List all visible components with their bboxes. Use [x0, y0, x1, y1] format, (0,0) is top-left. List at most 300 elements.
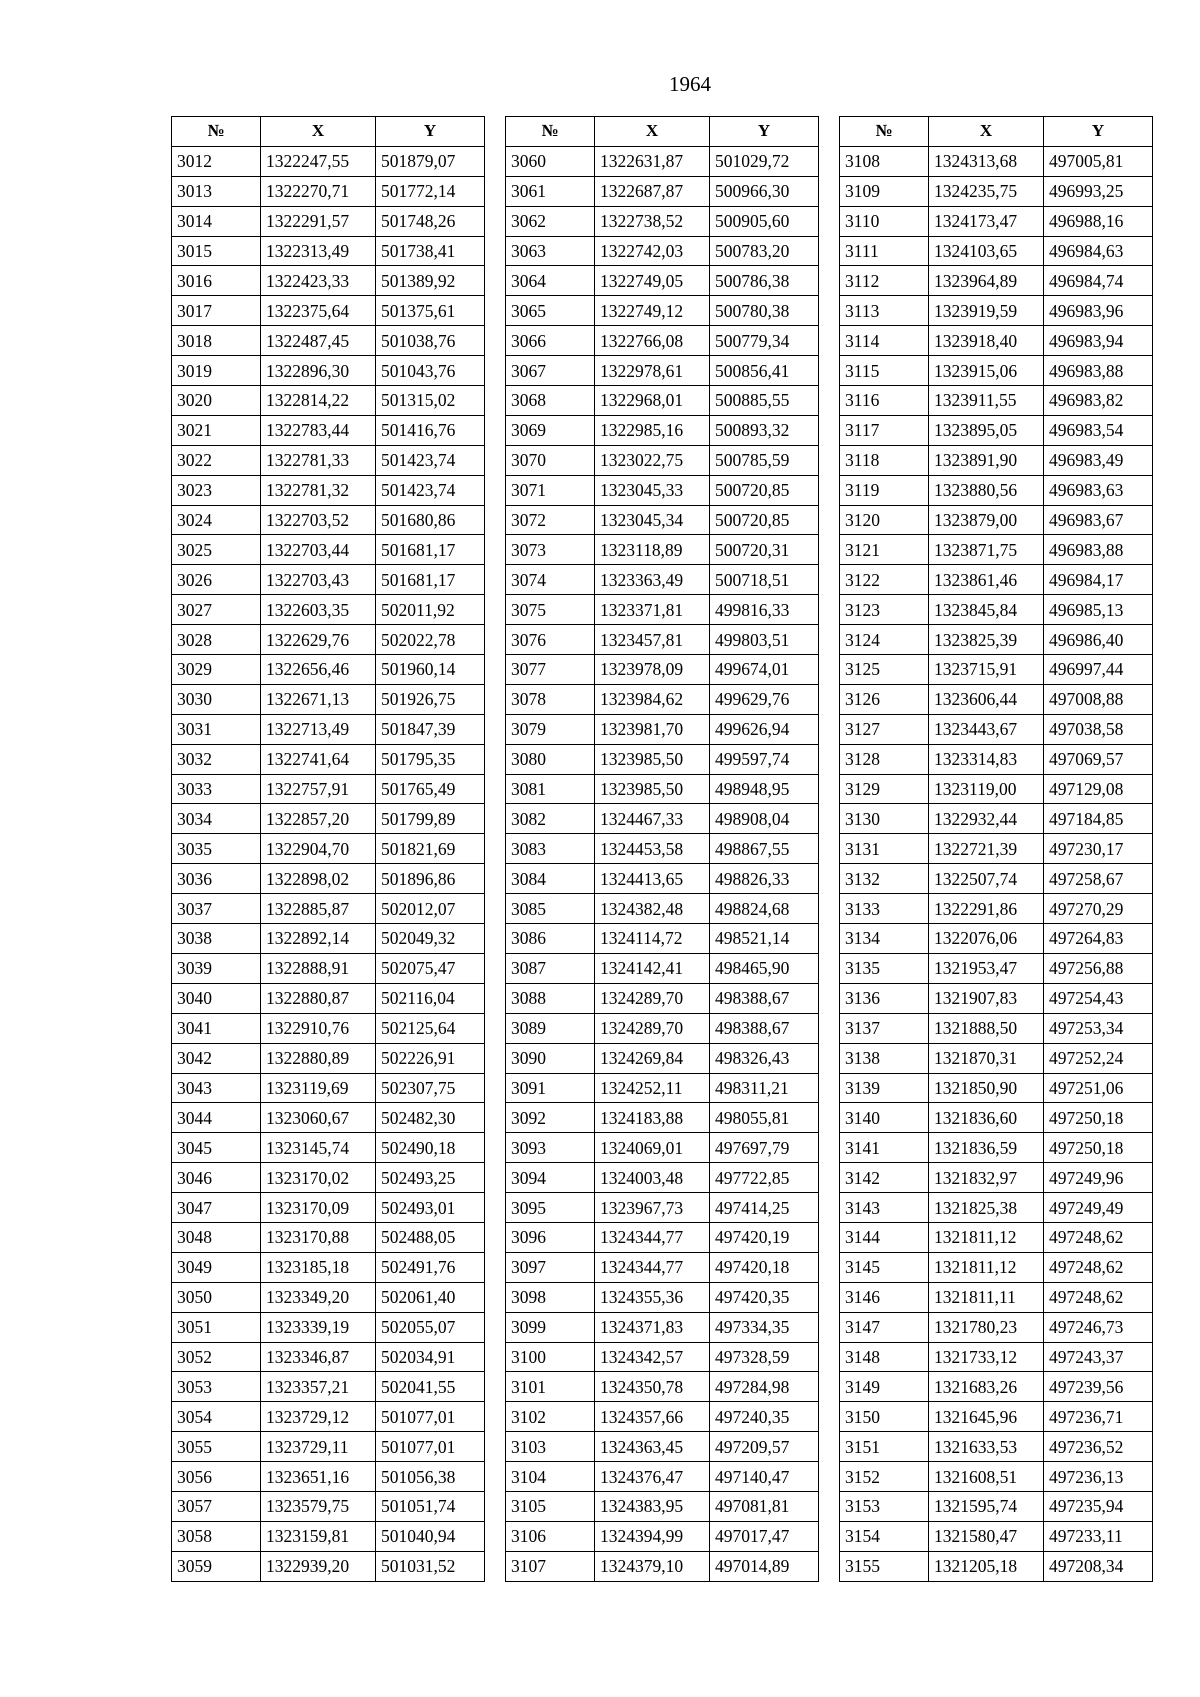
cell-number: 3046 [172, 1163, 261, 1193]
table-row [840, 1432, 1153, 1462]
cell-x: 1324344,77 [595, 1222, 710, 1252]
table-row [506, 146, 819, 176]
cell-x: 1323845,84 [929, 595, 1044, 625]
cell-x: 1321205,18 [929, 1551, 1044, 1581]
cell-y: 502041,55 [376, 1372, 485, 1402]
table-row [840, 804, 1153, 834]
cell-x: 1322939,20 [261, 1551, 376, 1581]
cell-y: 497249,96 [1044, 1163, 1153, 1193]
table-row [506, 565, 819, 595]
cell-y: 498465,90 [710, 953, 819, 983]
cell-y: 501423,74 [376, 475, 485, 505]
cell-x: 1321836,60 [929, 1103, 1044, 1133]
cell-number: 3038 [172, 924, 261, 954]
cell-x: 1321633,53 [929, 1432, 1044, 1462]
cell-y: 501038,76 [376, 326, 485, 356]
cell-x: 1324003,48 [595, 1163, 710, 1193]
table-row [840, 206, 1153, 236]
cell-number: 3057 [172, 1491, 261, 1521]
column-header-number: № [506, 117, 595, 147]
cell-x: 1324379,10 [595, 1551, 710, 1581]
cell-number: 3127 [840, 714, 929, 744]
cell-x: 1323170,09 [261, 1193, 376, 1223]
cell-x: 1323984,62 [595, 684, 710, 714]
cell-number: 3130 [840, 804, 929, 834]
table-row [506, 625, 819, 655]
cell-y: 497420,18 [710, 1252, 819, 1282]
cell-number: 3151 [840, 1432, 929, 1462]
table-row [840, 774, 1153, 804]
cell-x: 1322631,87 [595, 146, 710, 176]
cell-number: 3108 [840, 146, 929, 176]
cell-number: 3088 [506, 983, 595, 1013]
table-row [840, 1551, 1153, 1581]
table-row [840, 1133, 1153, 1163]
cell-number: 3072 [506, 505, 595, 535]
cell-number: 3080 [506, 744, 595, 774]
cell-x: 1322703,43 [261, 565, 376, 595]
cell-y: 502490,18 [376, 1133, 485, 1163]
cell-number: 3051 [172, 1312, 261, 1342]
cell-x: 1321888,50 [929, 1013, 1044, 1043]
table-row [506, 505, 819, 535]
cell-number: 3095 [506, 1193, 595, 1223]
cell-x: 1321811,11 [929, 1282, 1044, 1312]
cell-number: 3090 [506, 1043, 595, 1073]
cell-number: 3014 [172, 206, 261, 236]
cell-number: 3041 [172, 1013, 261, 1043]
cell-y: 498867,55 [710, 834, 819, 864]
cell-x: 1322783,44 [261, 415, 376, 445]
table-row [172, 894, 485, 924]
cell-x: 1323606,44 [929, 684, 1044, 714]
cell-y: 496983,88 [1044, 535, 1153, 565]
cell-x: 1323915,06 [929, 356, 1044, 386]
table-row [506, 266, 819, 296]
cell-x: 1324114,72 [595, 924, 710, 954]
cell-x: 1323879,00 [929, 505, 1044, 535]
cell-y: 497233,11 [1044, 1521, 1153, 1551]
column-header-x: X [595, 117, 710, 147]
table-row [172, 176, 485, 206]
table-row [840, 1103, 1153, 1133]
table-row [840, 1312, 1153, 1342]
table-row [840, 744, 1153, 774]
cell-number: 3047 [172, 1193, 261, 1223]
cell-number: 3037 [172, 894, 261, 924]
cell-y: 501821,69 [376, 834, 485, 864]
table-row [172, 804, 485, 834]
table-row [506, 1491, 819, 1521]
cell-y: 498948,95 [710, 774, 819, 804]
cell-y: 502055,07 [376, 1312, 485, 1342]
table-header-row [840, 117, 1153, 147]
table-row [840, 356, 1153, 386]
cell-y: 496984,17 [1044, 565, 1153, 595]
cell-x: 1324183,88 [595, 1103, 710, 1133]
table-row [172, 1193, 485, 1223]
cell-number: 3150 [840, 1402, 929, 1432]
cell-y: 496983,63 [1044, 475, 1153, 505]
cell-y: 498055,81 [710, 1103, 819, 1133]
cell-number: 3138 [840, 1043, 929, 1073]
cell-y: 501315,02 [376, 386, 485, 416]
cell-x: 1323170,88 [261, 1222, 376, 1252]
cell-number: 3148 [840, 1342, 929, 1372]
cell-x: 1321580,47 [929, 1521, 1044, 1551]
cell-number: 3102 [506, 1402, 595, 1432]
table-row [840, 445, 1153, 475]
table-row [840, 625, 1153, 655]
cell-number: 3154 [840, 1521, 929, 1551]
table-row [172, 953, 485, 983]
cell-x: 1323159,81 [261, 1521, 376, 1551]
cell-y: 496984,63 [1044, 236, 1153, 266]
cell-y: 497239,56 [1044, 1372, 1153, 1402]
cell-x: 1322313,49 [261, 236, 376, 266]
cell-x: 1322738,52 [595, 206, 710, 236]
cell-x: 1323891,90 [929, 445, 1044, 475]
table-row [506, 1073, 819, 1103]
cell-y: 499803,51 [710, 625, 819, 655]
table-row [172, 1432, 485, 1462]
cell-x: 1323145,74 [261, 1133, 376, 1163]
cell-x: 1321645,96 [929, 1402, 1044, 1432]
table-row [172, 505, 485, 535]
cell-x: 1321811,12 [929, 1222, 1044, 1252]
cell-number: 3107 [506, 1551, 595, 1581]
cell-x: 1323985,50 [595, 744, 710, 774]
table-row [840, 1013, 1153, 1043]
cell-y: 501680,86 [376, 505, 485, 535]
table-row [506, 236, 819, 266]
table-row [840, 1521, 1153, 1551]
table-row [172, 1222, 485, 1252]
coordinate-table-3 [839, 116, 1153, 1582]
cell-number: 3089 [506, 1013, 595, 1043]
column-header-y: Y [1044, 117, 1153, 147]
cell-y: 497251,06 [1044, 1073, 1153, 1103]
cell-y: 497252,24 [1044, 1043, 1153, 1073]
cell-number: 3104 [506, 1462, 595, 1492]
cell-y: 502011,92 [376, 595, 485, 625]
table-row [840, 1462, 1153, 1492]
cell-x: 1323871,75 [929, 535, 1044, 565]
cell-x: 1323978,09 [595, 655, 710, 685]
column-header-y: Y [376, 117, 485, 147]
cell-y: 502493,25 [376, 1163, 485, 1193]
cell-y: 500966,30 [710, 176, 819, 206]
cell-y: 497069,57 [1044, 744, 1153, 774]
cell-y: 500720,85 [710, 505, 819, 535]
cell-y: 498521,14 [710, 924, 819, 954]
cell-y: 497248,62 [1044, 1222, 1153, 1252]
table-row [172, 445, 485, 475]
cell-x: 1323443,67 [929, 714, 1044, 744]
cell-y: 501681,17 [376, 535, 485, 565]
table-row [172, 326, 485, 356]
cell-y: 498326,43 [710, 1043, 819, 1073]
cell-x: 1321870,31 [929, 1043, 1044, 1073]
cell-x: 1323825,39 [929, 625, 1044, 655]
table-row [506, 1282, 819, 1312]
cell-number: 3030 [172, 684, 261, 714]
cell-y: 500856,41 [710, 356, 819, 386]
cell-y: 501926,75 [376, 684, 485, 714]
cell-x: 1324173,47 [929, 206, 1044, 236]
table-row [506, 655, 819, 685]
cell-y: 501748,26 [376, 206, 485, 236]
cell-number: 3121 [840, 535, 929, 565]
table-row [840, 565, 1153, 595]
table-row [506, 1013, 819, 1043]
cell-x: 1322932,44 [929, 804, 1044, 834]
cell-number: 3092 [506, 1103, 595, 1133]
cell-x: 1323045,34 [595, 505, 710, 535]
cell-number: 3021 [172, 415, 261, 445]
cell-y: 497081,81 [710, 1491, 819, 1521]
table-row [506, 744, 819, 774]
cell-number: 3155 [840, 1551, 929, 1581]
cell-y: 500893,32 [710, 415, 819, 445]
table-row [840, 266, 1153, 296]
cell-x: 1323919,59 [929, 296, 1044, 326]
cell-y: 501772,14 [376, 176, 485, 206]
cell-x: 1323729,11 [261, 1432, 376, 1462]
cell-y: 500779,34 [710, 326, 819, 356]
cell-y: 502116,04 [376, 983, 485, 1013]
cell-number: 3053 [172, 1372, 261, 1402]
cell-x: 1322896,30 [261, 356, 376, 386]
cell-y: 496985,13 [1044, 595, 1153, 625]
cell-x: 1323880,56 [929, 475, 1044, 505]
table-row [840, 1252, 1153, 1282]
cell-y: 497250,18 [1044, 1103, 1153, 1133]
table-row [506, 1342, 819, 1372]
cell-y: 496983,88 [1044, 356, 1153, 386]
cell-x: 1323985,50 [595, 774, 710, 804]
table-row [172, 1491, 485, 1521]
cell-number: 3064 [506, 266, 595, 296]
cell-y: 501375,61 [376, 296, 485, 326]
cell-number: 3012 [172, 146, 261, 176]
cell-x: 1324235,75 [929, 176, 1044, 206]
cell-x: 1323170,02 [261, 1163, 376, 1193]
cell-y: 502491,76 [376, 1252, 485, 1282]
table-row [172, 1013, 485, 1043]
table-row [172, 625, 485, 655]
cell-y: 501031,52 [376, 1551, 485, 1581]
cell-number: 3013 [172, 176, 261, 206]
table-row [840, 1073, 1153, 1103]
cell-x: 1324453,58 [595, 834, 710, 864]
cell-x: 1323981,70 [595, 714, 710, 744]
cell-x: 1324342,57 [595, 1342, 710, 1372]
table-row [840, 1342, 1153, 1372]
table-row [840, 1163, 1153, 1193]
table-row [172, 1462, 485, 1492]
cell-x: 1324269,84 [595, 1043, 710, 1073]
cell-x: 1321595,74 [929, 1491, 1044, 1521]
table-row [506, 1133, 819, 1163]
cell-y: 501056,38 [376, 1462, 485, 1492]
cell-y: 496983,96 [1044, 296, 1153, 326]
table-row [506, 684, 819, 714]
table-row [840, 1282, 1153, 1312]
table-row [840, 176, 1153, 206]
table-row [506, 894, 819, 924]
cell-x: 1321811,12 [929, 1252, 1044, 1282]
cell-number: 3091 [506, 1073, 595, 1103]
table-row [840, 1402, 1153, 1432]
cell-x: 1322968,01 [595, 386, 710, 416]
cell-y: 502049,32 [376, 924, 485, 954]
cell-number: 3062 [506, 206, 595, 236]
cell-number: 3015 [172, 236, 261, 266]
cell-x: 1321907,83 [929, 983, 1044, 1013]
cell-number: 3040 [172, 983, 261, 1013]
cell-x: 1322247,55 [261, 146, 376, 176]
cell-x: 1323185,18 [261, 1252, 376, 1282]
cell-x: 1323349,20 [261, 1282, 376, 1312]
cell-number: 3109 [840, 176, 929, 206]
table-row [840, 326, 1153, 356]
column-header-number: № [172, 117, 261, 147]
cell-x: 1322713,49 [261, 714, 376, 744]
table-row [172, 744, 485, 774]
table-row [172, 1312, 485, 1342]
table-row [840, 924, 1153, 954]
table-row [172, 1252, 485, 1282]
cell-x: 1323371,81 [595, 595, 710, 625]
column-header-number: № [840, 117, 929, 147]
cell-y: 498824,68 [710, 894, 819, 924]
cell-x: 1323339,19 [261, 1312, 376, 1342]
cell-x: 1322721,39 [929, 834, 1044, 864]
cell-y: 497697,79 [710, 1133, 819, 1163]
cell-number: 3105 [506, 1491, 595, 1521]
table-row [840, 864, 1153, 894]
cell-x: 1323119,00 [929, 774, 1044, 804]
cell-x: 1322487,45 [261, 326, 376, 356]
table-row [172, 1551, 485, 1581]
cell-x: 1321850,90 [929, 1073, 1044, 1103]
cell-number: 3069 [506, 415, 595, 445]
column-header-x: X [929, 117, 1044, 147]
cell-x: 1324289,70 [595, 1013, 710, 1043]
cell-y: 502012,07 [376, 894, 485, 924]
cell-y: 497248,62 [1044, 1282, 1153, 1312]
table-row [172, 655, 485, 685]
cell-number: 3023 [172, 475, 261, 505]
cell-x: 1322687,87 [595, 176, 710, 206]
cell-y: 501795,35 [376, 744, 485, 774]
table-row [840, 415, 1153, 445]
cell-number: 3144 [840, 1222, 929, 1252]
cell-number: 3050 [172, 1282, 261, 1312]
table-row [506, 535, 819, 565]
cell-number: 3098 [506, 1282, 595, 1312]
cell-y: 501799,89 [376, 804, 485, 834]
cell-y: 497014,89 [710, 1551, 819, 1581]
cell-number: 3019 [172, 356, 261, 386]
cell-y: 500720,85 [710, 475, 819, 505]
cell-y: 497420,19 [710, 1222, 819, 1252]
cell-x: 1321683,26 [929, 1372, 1044, 1402]
cell-number: 3129 [840, 774, 929, 804]
table-row [840, 894, 1153, 924]
cell-number: 3036 [172, 864, 261, 894]
table-row [506, 804, 819, 834]
cell-number: 3082 [506, 804, 595, 834]
cell-y: 497140,47 [710, 1462, 819, 1492]
cell-y: 501423,74 [376, 445, 485, 475]
cell-y: 502034,91 [376, 1342, 485, 1372]
cell-x: 1324344,77 [595, 1252, 710, 1282]
cell-x: 1324382,48 [595, 894, 710, 924]
table-row [172, 1073, 485, 1103]
cell-y: 496983,49 [1044, 445, 1153, 475]
table-row [506, 1372, 819, 1402]
cell-number: 3119 [840, 475, 929, 505]
cell-x: 1322978,61 [595, 356, 710, 386]
cell-number: 3020 [172, 386, 261, 416]
cell-number: 3113 [840, 296, 929, 326]
table-row [506, 206, 819, 236]
cell-number: 3103 [506, 1432, 595, 1462]
table-row [506, 864, 819, 894]
cell-number: 3114 [840, 326, 929, 356]
cell-y: 502226,91 [376, 1043, 485, 1073]
cell-y: 497017,47 [710, 1521, 819, 1551]
cell-number: 3068 [506, 386, 595, 416]
cell-number: 3073 [506, 535, 595, 565]
cell-number: 3149 [840, 1372, 929, 1402]
cell-number: 3016 [172, 266, 261, 296]
cell-x: 1322880,89 [261, 1043, 376, 1073]
cell-y: 497328,59 [710, 1342, 819, 1372]
cell-number: 3117 [840, 415, 929, 445]
table-row [506, 1462, 819, 1492]
cell-x: 1323918,40 [929, 326, 1044, 356]
cell-y: 497249,49 [1044, 1193, 1153, 1223]
cell-x: 1322985,16 [595, 415, 710, 445]
cell-number: 3134 [840, 924, 929, 954]
cell-number: 3132 [840, 864, 929, 894]
cell-x: 1323579,75 [261, 1491, 376, 1521]
cell-number: 3026 [172, 565, 261, 595]
table-row [506, 1551, 819, 1581]
table-row [840, 684, 1153, 714]
cell-x: 1323729,12 [261, 1402, 376, 1432]
table-row [172, 565, 485, 595]
table-row [506, 983, 819, 1013]
cell-x: 1323022,75 [595, 445, 710, 475]
cell-x: 1323967,73 [595, 1193, 710, 1223]
cell-y: 497414,25 [710, 1193, 819, 1223]
cell-x: 1323964,89 [929, 266, 1044, 296]
cell-x: 1322629,76 [261, 625, 376, 655]
table-row [840, 505, 1153, 535]
cell-number: 3093 [506, 1133, 595, 1163]
cell-number: 3152 [840, 1462, 929, 1492]
cell-number: 3123 [840, 595, 929, 625]
cell-y: 499626,94 [710, 714, 819, 744]
cell-y: 500718,51 [710, 565, 819, 595]
table-row [840, 1491, 1153, 1521]
table-row [172, 1521, 485, 1551]
cell-x: 1322291,86 [929, 894, 1044, 924]
